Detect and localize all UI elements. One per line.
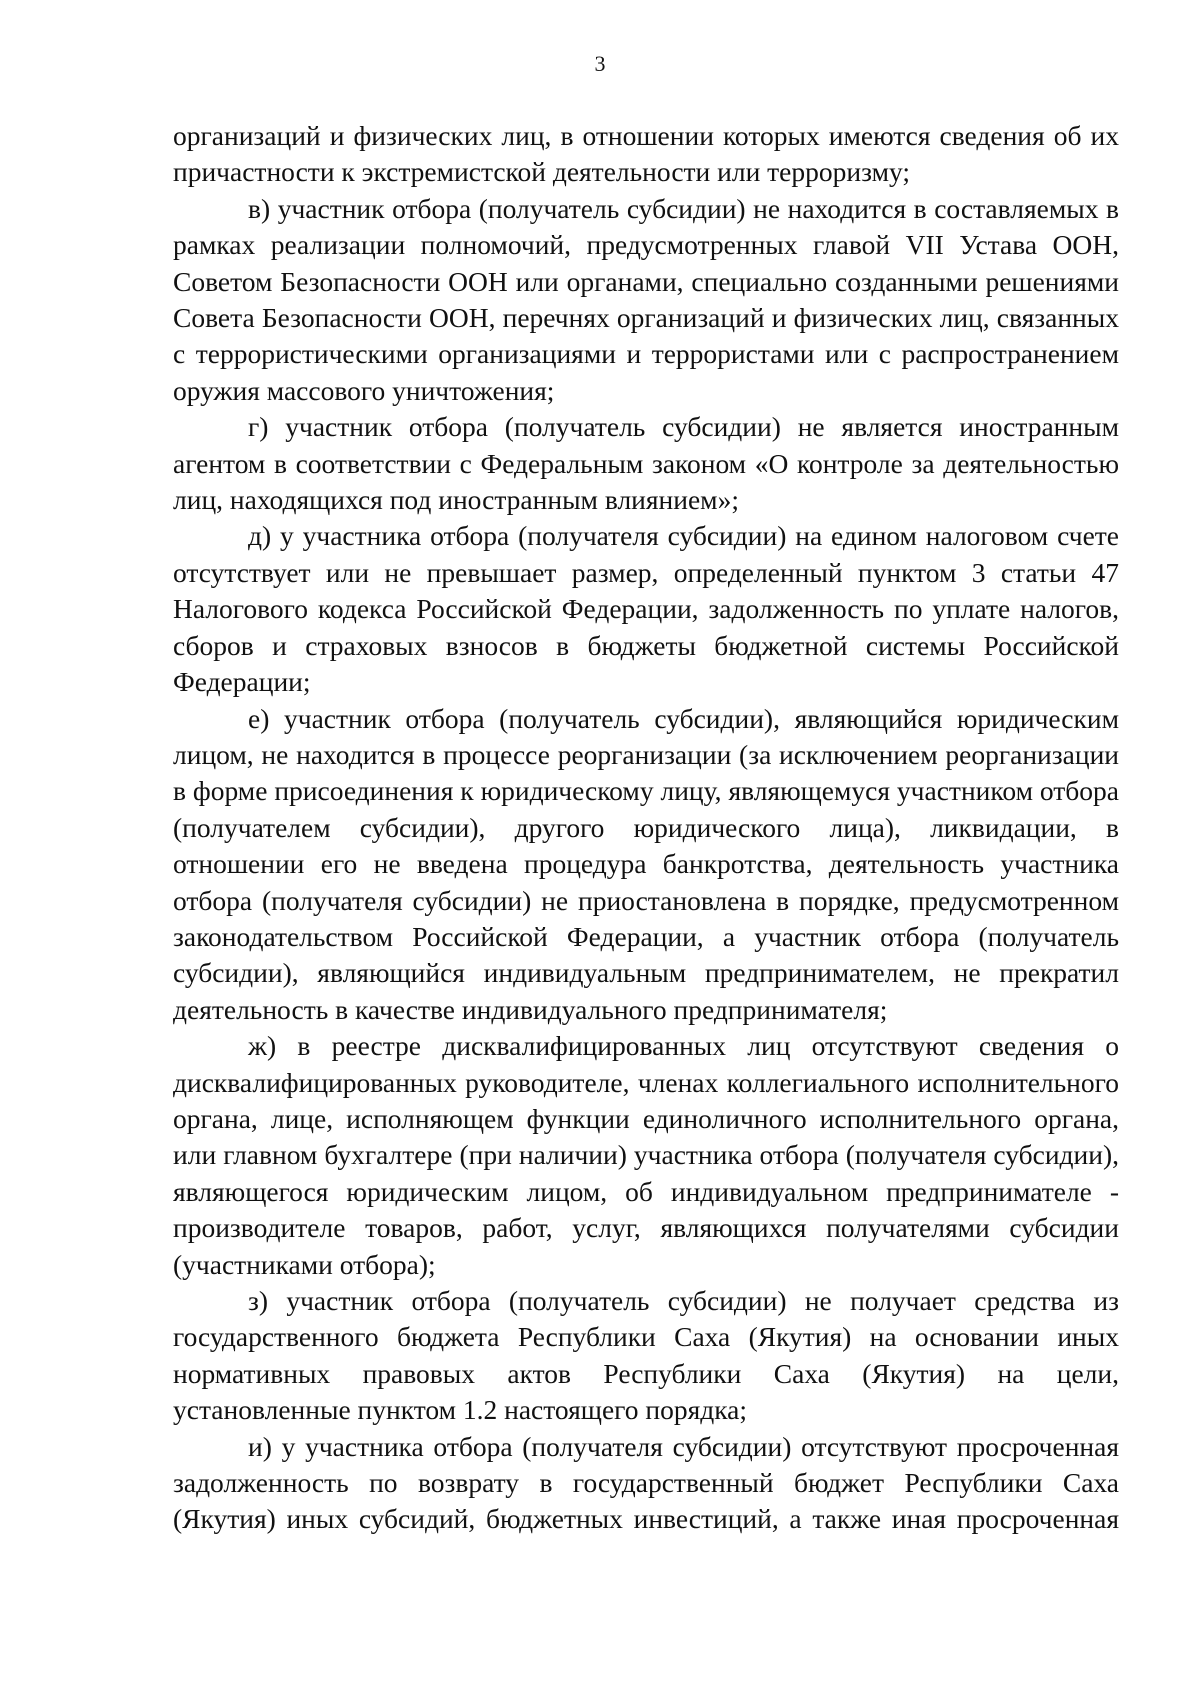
paragraph-item-g: г) участник отбора (получатель субсидии) не является иностранным агентом в соответствии с Федеральным законом «О контроле за деятельностью лиц, находящихся под иностранным влиянием»; — [173, 411, 1119, 516]
paragraph-item-z: з) участник отбора (получатель субсидии) не получает средства из государственного бюджета Республики Саха (Якутия) на основании иных нормативных правовых актов Республики Саха (Якутия) на цели, установленные пунктом 1.2 настоящего порядка; — [173, 1285, 1119, 1426]
paragraph-continuation: организаций и физических лиц, в отношении которых имеются сведения об их причастности к экстремистской деятельности или терроризму; — [173, 120, 1119, 188]
page-number: 3 — [594, 51, 606, 76]
document-body — [173, 118, 1119, 1538]
paragraph-item-v: в) участник отбора (получатель субсидии) не находится в составляемых в рамках реализации полномочий, предусмотренных главой VII Устава ООН, Советом Безопасности ООН или органами, специально созданными решениями Совета Безопасности ООН, перечнях организаций и физических лиц, связанных с террористическими организациями и террористами или с распространением оружия массового уничтожения; — [173, 192, 1119, 406]
paragraph-item-e: е) участник отбора (получатель субсидии), являющийся юридическим лицом, не находится в процессе реорганизации (за исключением реорганизации в форме присоединения к юридическому лицу, являющемуся участником отбора (получателем субсидии), другого юридического лица), ликвидации, в отношении его не введена процедура банкротства, деятельность участника отбора (получателя субсидии) не приостановлена в порядке, предусмотренном законодательством Российской Федерации, а участник отбора (получатель субсидии), являющийся индивидуальным предпринимателем, не прекратил деятельность в качестве индивидуального предпринимателя; — [173, 702, 1119, 1025]
paragraph-item-i: и) у участника отбора (получателя субсидии) отсутствуют просроченная задолженность по возврату в государственный бюджет Республики Саха (Якутия) иных субсидий, бюджетных инвестиций, а также иная просроченная — [173, 1430, 1119, 1535]
paragraph-item-zh: ж) в реестре дисквалифицированных лиц отсутствуют сведения о дисквалифицированных руководителе, членах коллегиального исполнительного органа, лице, исполняющем функции единоличного исполнительного органа, или главном бухгалтере (при наличии) участника отбора (получателя субсидии), являющегося юридическим лицом, об индивидуальном предпринимателе - производителе товаров, работ, услуг, являющихся получателями субсидии (участниками отбора); — [173, 1030, 1119, 1280]
paragraph-item-d: д) у участника отбора (получателя субсидии) на едином налоговом счете отсутствует или не превышает размер, определенный пунктом 3 статьи 47 Налогового кодекса Российской Федерации, задолженность по уплате налогов, сборов и страховых взносов в бюджеты бюджетной системы Российской Федерации; — [173, 520, 1119, 698]
